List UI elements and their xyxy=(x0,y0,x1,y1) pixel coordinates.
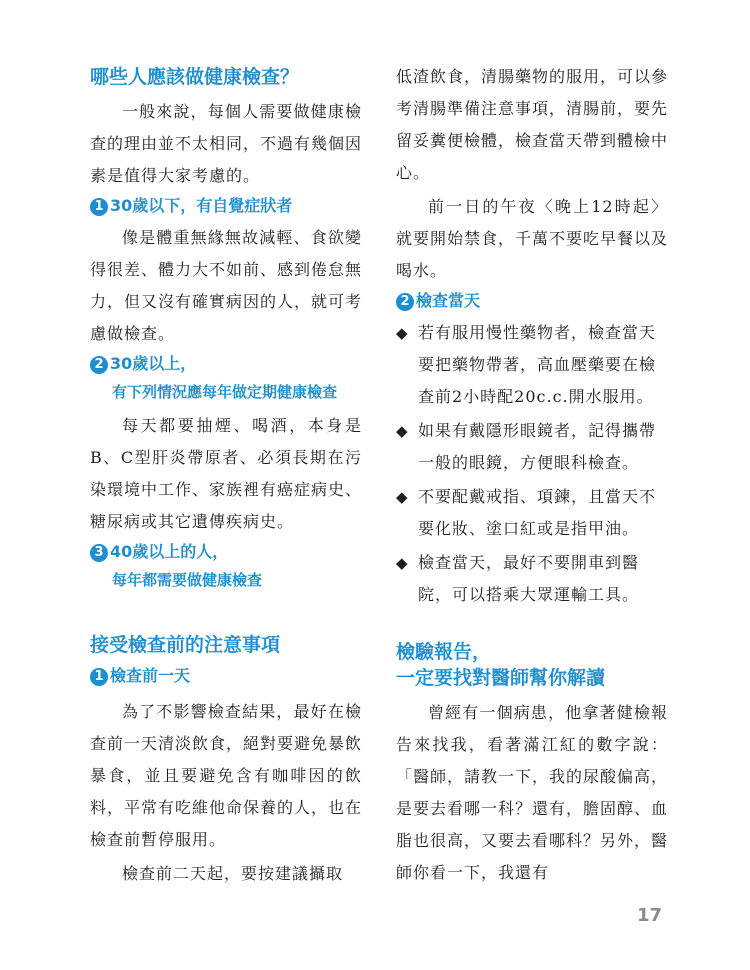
section-gap xyxy=(396,613,668,639)
item3-subtitle: 每年都需要做健康檢查 xyxy=(112,571,263,589)
diamond-bullet-icon: ◆ xyxy=(396,422,409,440)
number-badge-2: 2 xyxy=(90,356,108,374)
sub2-heading xyxy=(396,289,668,313)
section-title-report-line2: 一定要找對醫師幫你解讀 xyxy=(396,667,606,689)
page-number: 17 xyxy=(636,905,662,926)
sub1-heading xyxy=(90,664,362,688)
diamond-bullet-icon: ◆ xyxy=(396,488,409,506)
bullet-item xyxy=(396,481,668,545)
section-gap xyxy=(90,598,362,632)
continued-paragraph: 低渣飲食，清腸藥物的服用，可以參考清腸準備注意事項，清腸前，要先留妥糞便檢體，檢查當天帶到體檢中心。 xyxy=(396,67,669,182)
sub1-paragraph: 為了不影響檢查結果，最好在檢查前一天清淡飲食，絕對要避免暴飲暴食，並且要避免含有咖啡因的飲料，平常有吃維他命保養的人，也在檢查前暫停服用。 xyxy=(90,702,363,849)
section-title-who-should-check: 哪些人應該做健康檢查？ xyxy=(90,66,300,88)
right-column xyxy=(396,64,668,891)
item1-title: 30歲以下，有自覺症狀者 xyxy=(110,196,293,215)
item3-heading xyxy=(90,540,362,564)
report-paragraph: 曾經有一個病患，他拿著健檢報告來找我，看著滿江紅的數字說：「醫師，請教一下，我的尿酸偏高，是要去看哪一科？還有，膽固醇、血脂也很高，又要去看哪科？另外，醫師你看一下，我還有 xyxy=(396,703,669,882)
section-title-report-line1: 檢驗報告， xyxy=(396,641,492,663)
item2-subtitle: 有下列情況應每年做定期健康檢查 xyxy=(112,383,338,401)
item1-paragraph: 像是體重無緣無故減輕、食欲變得很差、體力大不如前、感到倦怠無力，但又沒有確實病因的人，就可考慮做檢查。 xyxy=(90,228,363,343)
bullet-item xyxy=(396,317,668,413)
item2-title: 30歲以上， xyxy=(110,354,197,373)
sub1-paragraph-2: 檢查前二天起，要按建議攝取 xyxy=(122,864,344,883)
item2-paragraph: 每天都要抽煙、喝酒，本身是B、C型肝炎帶原者、必須長期在污染環境中工作、家族裡有癌症病史、糖尿病或其它遺傳疾病史。 xyxy=(90,416,363,531)
bullet-text: 不要配戴戒指、項鍊，且當天不要化妝、塗口紅或是指甲油。 xyxy=(418,487,657,538)
item1-heading xyxy=(90,194,362,218)
bullet-text: 如果有戴隱形眼鏡者，記得攜帶一般的眼鏡，方便眼科檢查。 xyxy=(418,421,657,472)
diamond-bullet-icon: ◆ xyxy=(396,324,409,342)
item2-heading xyxy=(90,352,362,376)
number-badge-1: 1 xyxy=(90,198,108,216)
bullet-text: 若有服用慢性藥物者，檢查當天要把藥物帶著，高血壓藥要在檢查前2小時配20c.c.開水服用。 xyxy=(418,323,657,406)
bullet-item xyxy=(396,415,668,479)
item3-title: 40歲以上的人， xyxy=(110,542,229,561)
left-column xyxy=(90,64,362,892)
sub1-title: 檢查前一天 xyxy=(110,666,191,685)
bullet-text: 檢查當天，最好不要開車到醫院，可以搭乘大眾運輸工具。 xyxy=(418,553,640,604)
intro-paragraph: 一般來說，每個人需要做健康檢查的理由並不太相同，不過有幾個因素是值得大家考慮的。 xyxy=(90,102,363,185)
number-badge-3: 3 xyxy=(90,544,108,562)
section-title-precautions: 接受檢查前的注意事項 xyxy=(90,634,281,656)
sub2-title: 檢查當天 xyxy=(416,291,481,310)
number-badge-2b: 2 xyxy=(396,293,414,311)
fasting-paragraph: 前一日的午夜〈晚上12時起〉就要開始禁食，千萬不要吃早餐以及喝水。 xyxy=(396,197,669,280)
number-badge-1b: 1 xyxy=(90,668,108,686)
diamond-bullet-icon: ◆ xyxy=(396,554,409,572)
bullet-item xyxy=(396,547,668,611)
